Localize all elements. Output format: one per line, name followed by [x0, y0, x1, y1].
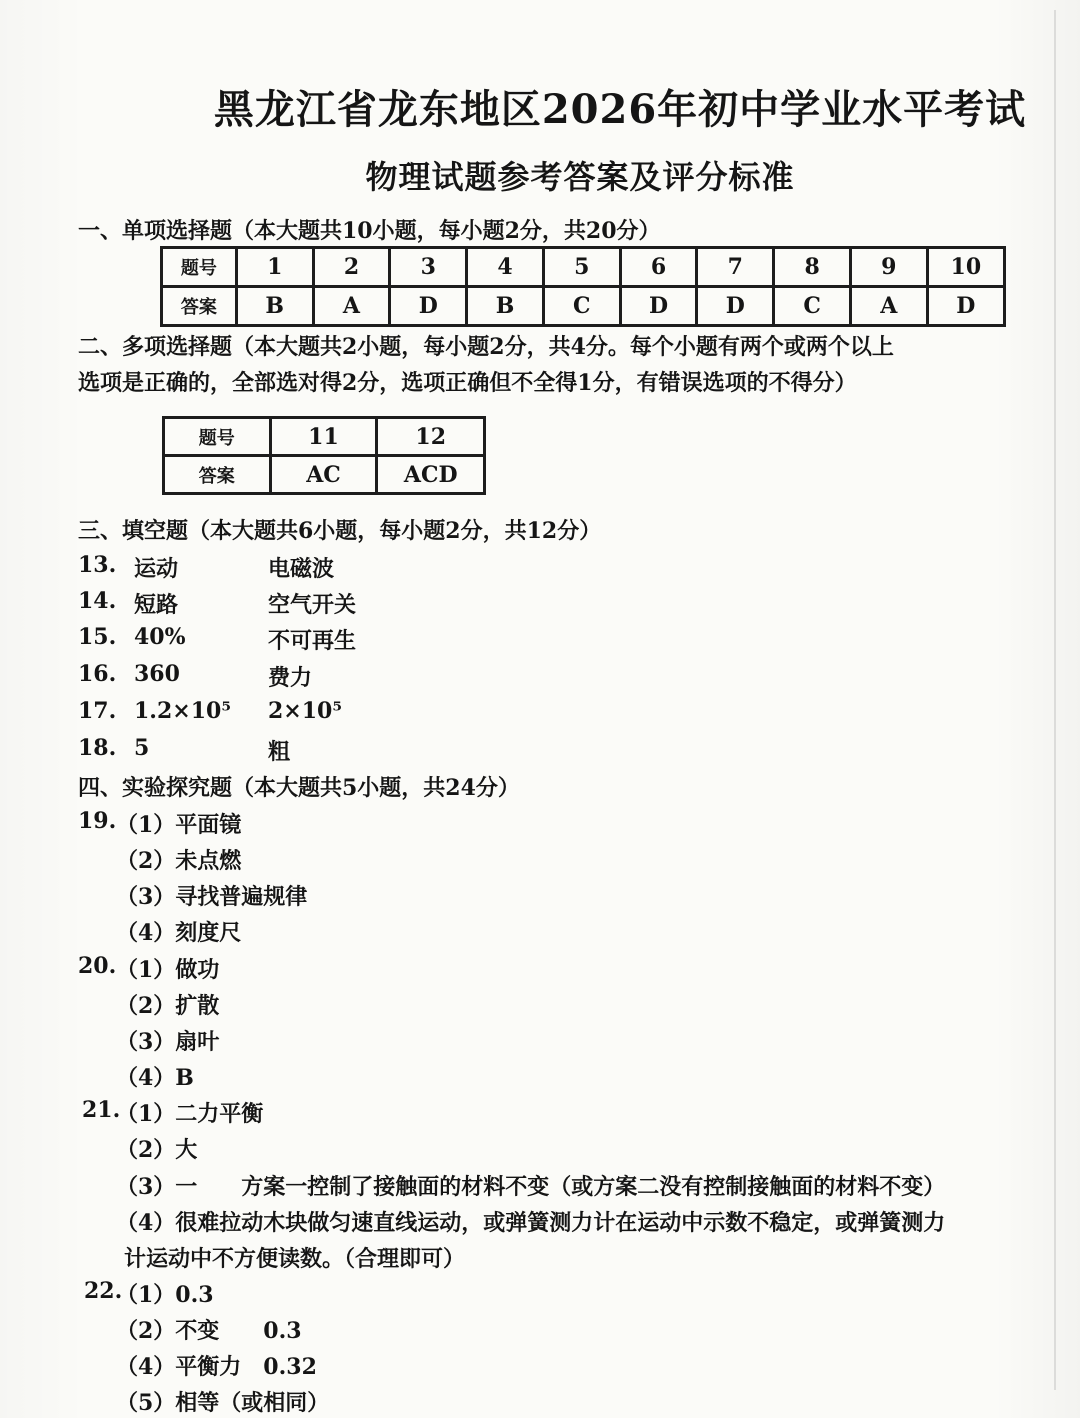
question-20-answer-2: （2）扩散: [116, 993, 220, 1019]
question-19-answer-1: （1）平面镜: [116, 812, 242, 838]
question-20-answer-1: （1）做功: [116, 957, 220, 983]
question-21-answer-2: （2）大: [116, 1137, 198, 1163]
question-19-answer-4: （4）刻度尺: [116, 920, 242, 946]
question-number: 17.: [78, 698, 117, 724]
question-19-answer-2: （2）未点燃: [116, 848, 242, 874]
table-cell: D: [927, 287, 1004, 326]
table-cell: 12: [377, 418, 485, 456]
table-cell: D: [620, 287, 697, 326]
question-19-answer-3: （3）寻找普遍规律: [116, 884, 308, 910]
second-answer: 粗: [268, 739, 291, 765]
question-21-answer-1: （1）二力平衡: [116, 1101, 264, 1127]
second-answer: 空气开关: [268, 592, 357, 618]
question-number: 18.: [78, 735, 117, 761]
multiple-choice-answer-table: [162, 416, 486, 495]
table-cell: 3: [390, 248, 467, 287]
question-20-answer-4: （4）B: [116, 1065, 194, 1091]
question-22-answer-4: （4）平衡力 0.32: [116, 1354, 317, 1380]
question-22-number: 22.: [84, 1278, 123, 1304]
fill-blank-row: [78, 661, 438, 691]
fill-blank-row: [78, 624, 438, 654]
table-cell: 6: [620, 248, 697, 287]
question-21-answer-4-line-1: （4）很难拉动木块做匀速直线运动，或弹簧测力计在运动中示数不稳定，或弹簧测力: [116, 1210, 946, 1236]
single-choice-answer-table: [160, 246, 1006, 327]
fill-blank-row: [78, 698, 438, 728]
second-answer: 电磁波: [268, 556, 335, 582]
table-cell: 题号: [162, 248, 237, 287]
section-two-heading: 二、多项选择题（本大题共2小题，每小题2分，共4分。每个小题有两个或两个以上: [78, 334, 894, 360]
section-three-heading: 三、填空题（本大题共6小题，每小题2分，共12分）: [78, 518, 602, 544]
table-cell: 答案: [164, 456, 271, 494]
first-answer: 360: [134, 661, 180, 687]
table-cell: 10: [927, 248, 1004, 287]
table-cell: 7: [697, 248, 774, 287]
question-21-answer-4-line-2: 计运动中不方便读数。（合理即可）: [124, 1246, 466, 1272]
table-row: [164, 456, 485, 494]
table-cell: 8: [774, 248, 851, 287]
first-answer: 40%: [134, 624, 186, 650]
table-cell: A: [850, 287, 927, 326]
question-19-number: 19.: [78, 808, 117, 834]
section-two-note: 选项是正确的，全部选对得2分，选项正确但不全得1分，有错误选项的不得分）: [78, 370, 857, 396]
table-row: [162, 248, 1005, 287]
question-number: 14.: [78, 588, 117, 614]
question-20-answer-3: （3）扇叶: [116, 1029, 220, 1055]
question-21-number: 21.: [82, 1097, 121, 1123]
table-cell: C: [543, 287, 620, 326]
first-answer: 短路: [134, 592, 179, 618]
table-cell: 2: [313, 248, 390, 287]
fill-blank-row: [78, 552, 438, 582]
table-cell: D: [697, 287, 774, 326]
table-cell: A: [313, 287, 390, 326]
question-20-number: 20.: [78, 953, 117, 979]
second-answer: 不可再生: [268, 628, 357, 654]
table-cell: AC: [270, 456, 377, 494]
first-answer: 5: [134, 735, 150, 761]
second-answer: 2×10⁵: [268, 698, 342, 724]
table-cell: ACD: [377, 456, 485, 494]
table-cell: C: [774, 287, 851, 326]
table-cell: 题号: [164, 418, 271, 456]
section-four-heading: 四、实验探究题（本大题共5小题，共24分）: [78, 775, 520, 801]
question-number: 13.: [78, 552, 117, 578]
table-cell: 5: [543, 248, 620, 287]
second-answer: 费力: [268, 665, 313, 691]
scan-edge-line: [1054, 10, 1056, 1390]
fill-blank-row: [78, 588, 438, 618]
table-cell: 1: [236, 248, 313, 287]
question-22-answer-5: （5）相等（或相同）: [116, 1390, 330, 1416]
question-number: 16.: [78, 661, 117, 687]
table-cell: 9: [850, 248, 927, 287]
table-cell: B: [467, 287, 544, 326]
question-22-answer-2: （2）不变 0.3: [116, 1318, 302, 1344]
section-one-heading: 一、单项选择题（本大题共10小题，每小题2分，共20分）: [78, 218, 661, 244]
fill-blank-row: [78, 735, 438, 765]
table-row: [162, 287, 1005, 326]
table-cell: 4: [467, 248, 544, 287]
table-cell: D: [390, 287, 467, 326]
question-number: 15.: [78, 624, 117, 650]
table-cell: 11: [270, 418, 377, 456]
table-cell: B: [236, 287, 313, 326]
first-answer: 1.2×10⁵: [134, 698, 231, 724]
table-row: [164, 418, 485, 456]
subtitle: 物理试题参考答案及评分标准: [365, 158, 795, 196]
question-21-answer-3: （3）一 方案一控制了接触面的材料不变（或方案二没有控制接触面的材料不变）: [116, 1174, 946, 1200]
first-answer: 运动: [134, 556, 179, 582]
question-22-answer-1: （1）0.3: [116, 1282, 214, 1308]
table-cell: 答案: [162, 287, 237, 326]
main-title: 黑龙江省龙东地区2026年初中学业水平考试: [213, 86, 1027, 133]
